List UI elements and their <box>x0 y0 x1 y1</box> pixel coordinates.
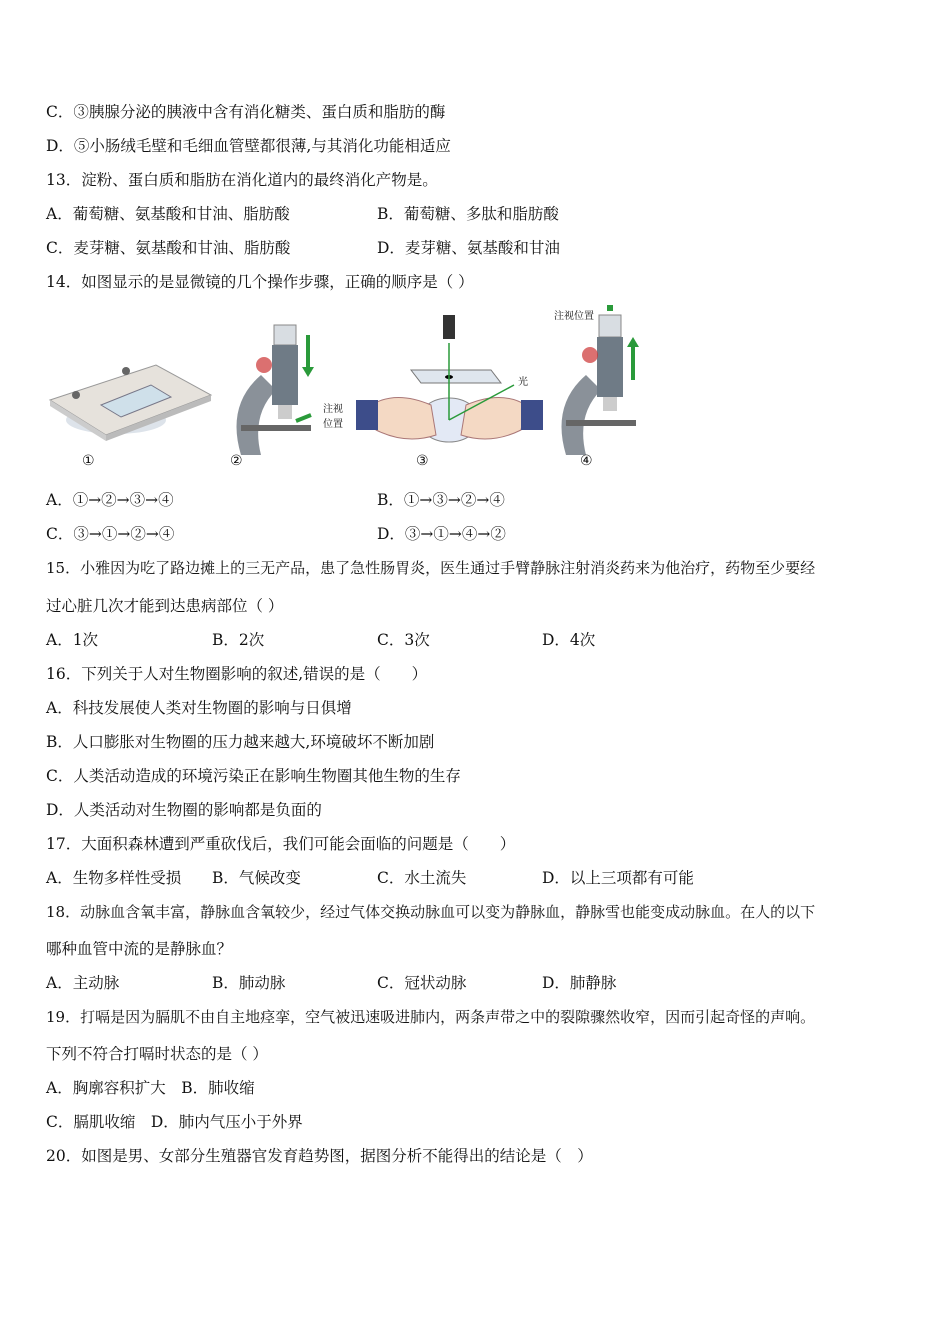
q17-option-d: D．以上三项都有可能 <box>542 869 694 887</box>
step4-watch-position-label: 注视位置 <box>554 311 594 322</box>
q19-stem-line1: 19．打嗝是因为膈肌不由自主地痉挛，空气被迅速吸进肺内，两条声带之中的裂隙骤然收窄，因而引起奇怪的声响。 <box>46 1008 816 1026</box>
q17-option-b: B．气候改变 <box>212 869 301 887</box>
q13-option-d: D．麦芽糖、氨基酸和甘油 <box>377 239 560 257</box>
q14-option-a: A．①→②→③→④ <box>46 491 174 509</box>
q20-stem: 20．如图是男、女部分生殖器官发育趋势图，据图分析不能得出的结论是（ ） <box>46 1147 593 1165</box>
q19-stem-line2: 下列不符合打嗝时状态的是（ ） <box>46 1045 268 1063</box>
step1-stage-image <box>50 365 211 441</box>
step2-position-label: 位置 <box>323 419 343 430</box>
q14-stem: 14．如图显示的是显微镜的几个操作步骤，正确的顺序是（ ） <box>46 273 474 291</box>
q16-stem: 16．下列关于人对生物圈影响的叙述,错误的是（ ） <box>46 665 428 683</box>
q14-option-d: D．③→①→④→② <box>377 525 506 543</box>
q19-options-line2: C．膈肌收缩 D．肺内气压小于外界 <box>46 1113 303 1131</box>
q18-option-b: B．肺动脉 <box>212 974 286 992</box>
q15-option-a: A．1次 <box>46 631 99 649</box>
q17-option-c: C．水土流失 <box>377 869 467 887</box>
q12-option-c: C．③胰腺分泌的胰液中含有消化糖类、蛋白质和脂肪的酶 <box>46 103 446 121</box>
q15-option-c: C．3次 <box>377 631 430 649</box>
q15-stem-line2: 过心脏几次才能到达患病部位（ ） <box>46 597 284 615</box>
q12-option-d: D．⑤小肠绒毛壁和毛细血管壁都很薄,与其消化功能相适应 <box>46 137 451 155</box>
q15-option-d: D．4次 <box>542 631 596 649</box>
step3-caption: ③ <box>416 453 429 469</box>
q15-stem-line1: 15．小雅因为吃了路边摊上的三无产品，患了急性肠胃炎，医生通过手臂静脉注射消炎药来为他治疗，药物至少要经 <box>46 559 816 577</box>
q13-option-b: B．葡萄糖、多肽和脂肪酸 <box>377 205 559 223</box>
q18-option-a: A．主动脉 <box>46 974 120 992</box>
step2-caption: ② <box>230 453 243 469</box>
light-label: 光 <box>518 377 528 388</box>
step2-microscope-image <box>237 325 315 455</box>
q18-option-c: C．冠状动脉 <box>377 974 467 992</box>
step4-microscope-image <box>562 305 640 455</box>
q18-option-d: D．肺静脉 <box>542 974 617 992</box>
microscope-steps-figure <box>46 305 646 475</box>
q18-stem-line2: 哪种血管中流的是静脉血？ <box>46 940 233 958</box>
q16-option-c: C．人类活动造成的环境污染正在影响生物圈其他生物的生存 <box>46 767 461 785</box>
q16-option-a: A．科技发展使人类对生物圈的影响与日俱增 <box>46 699 352 717</box>
q19-options-line1: A．胸廓容积扩大 B．肺收缩 <box>46 1079 255 1097</box>
step1-caption: ① <box>82 453 95 469</box>
step3-mirror-image <box>356 315 543 442</box>
q16-option-b: B．人口膨胀对生物圈的压力越来越大,环境破坏不断加剧 <box>46 733 435 751</box>
q14-option-b: B．①→③→②→④ <box>377 491 505 509</box>
q14-option-c: C．③→①→②→④ <box>46 525 175 543</box>
step2-watch-label: 注视 <box>323 404 343 415</box>
q17-option-a: A．生物多样性受损 <box>46 869 182 887</box>
q13-stem: 13．淀粉、蛋白质和脂肪在消化道内的最终消化产物是。 <box>46 171 438 189</box>
q15-option-b: B．2次 <box>212 631 265 649</box>
step4-caption: ④ <box>580 453 593 469</box>
microscope-illustration <box>46 305 646 475</box>
q13-option-c: C．麦芽糖、氨基酸和甘油、脂肪酸 <box>46 239 291 257</box>
q13-option-a: A．葡萄糖、氨基酸和甘油、脂肪酸 <box>46 205 290 223</box>
q17-stem: 17．大面积森林遭到严重砍伐后，我们可能会面临的问题是（ ） <box>46 835 516 853</box>
q16-option-d: D．人类活动对生物圈的影响都是负面的 <box>46 801 322 819</box>
q18-stem-line1: 18．动脉血含氧丰富，静脉血含氧较少，经过气体交换动脉血可以变为静脉血，静脉雪也能变成动脉血。在人的以下 <box>46 903 816 921</box>
